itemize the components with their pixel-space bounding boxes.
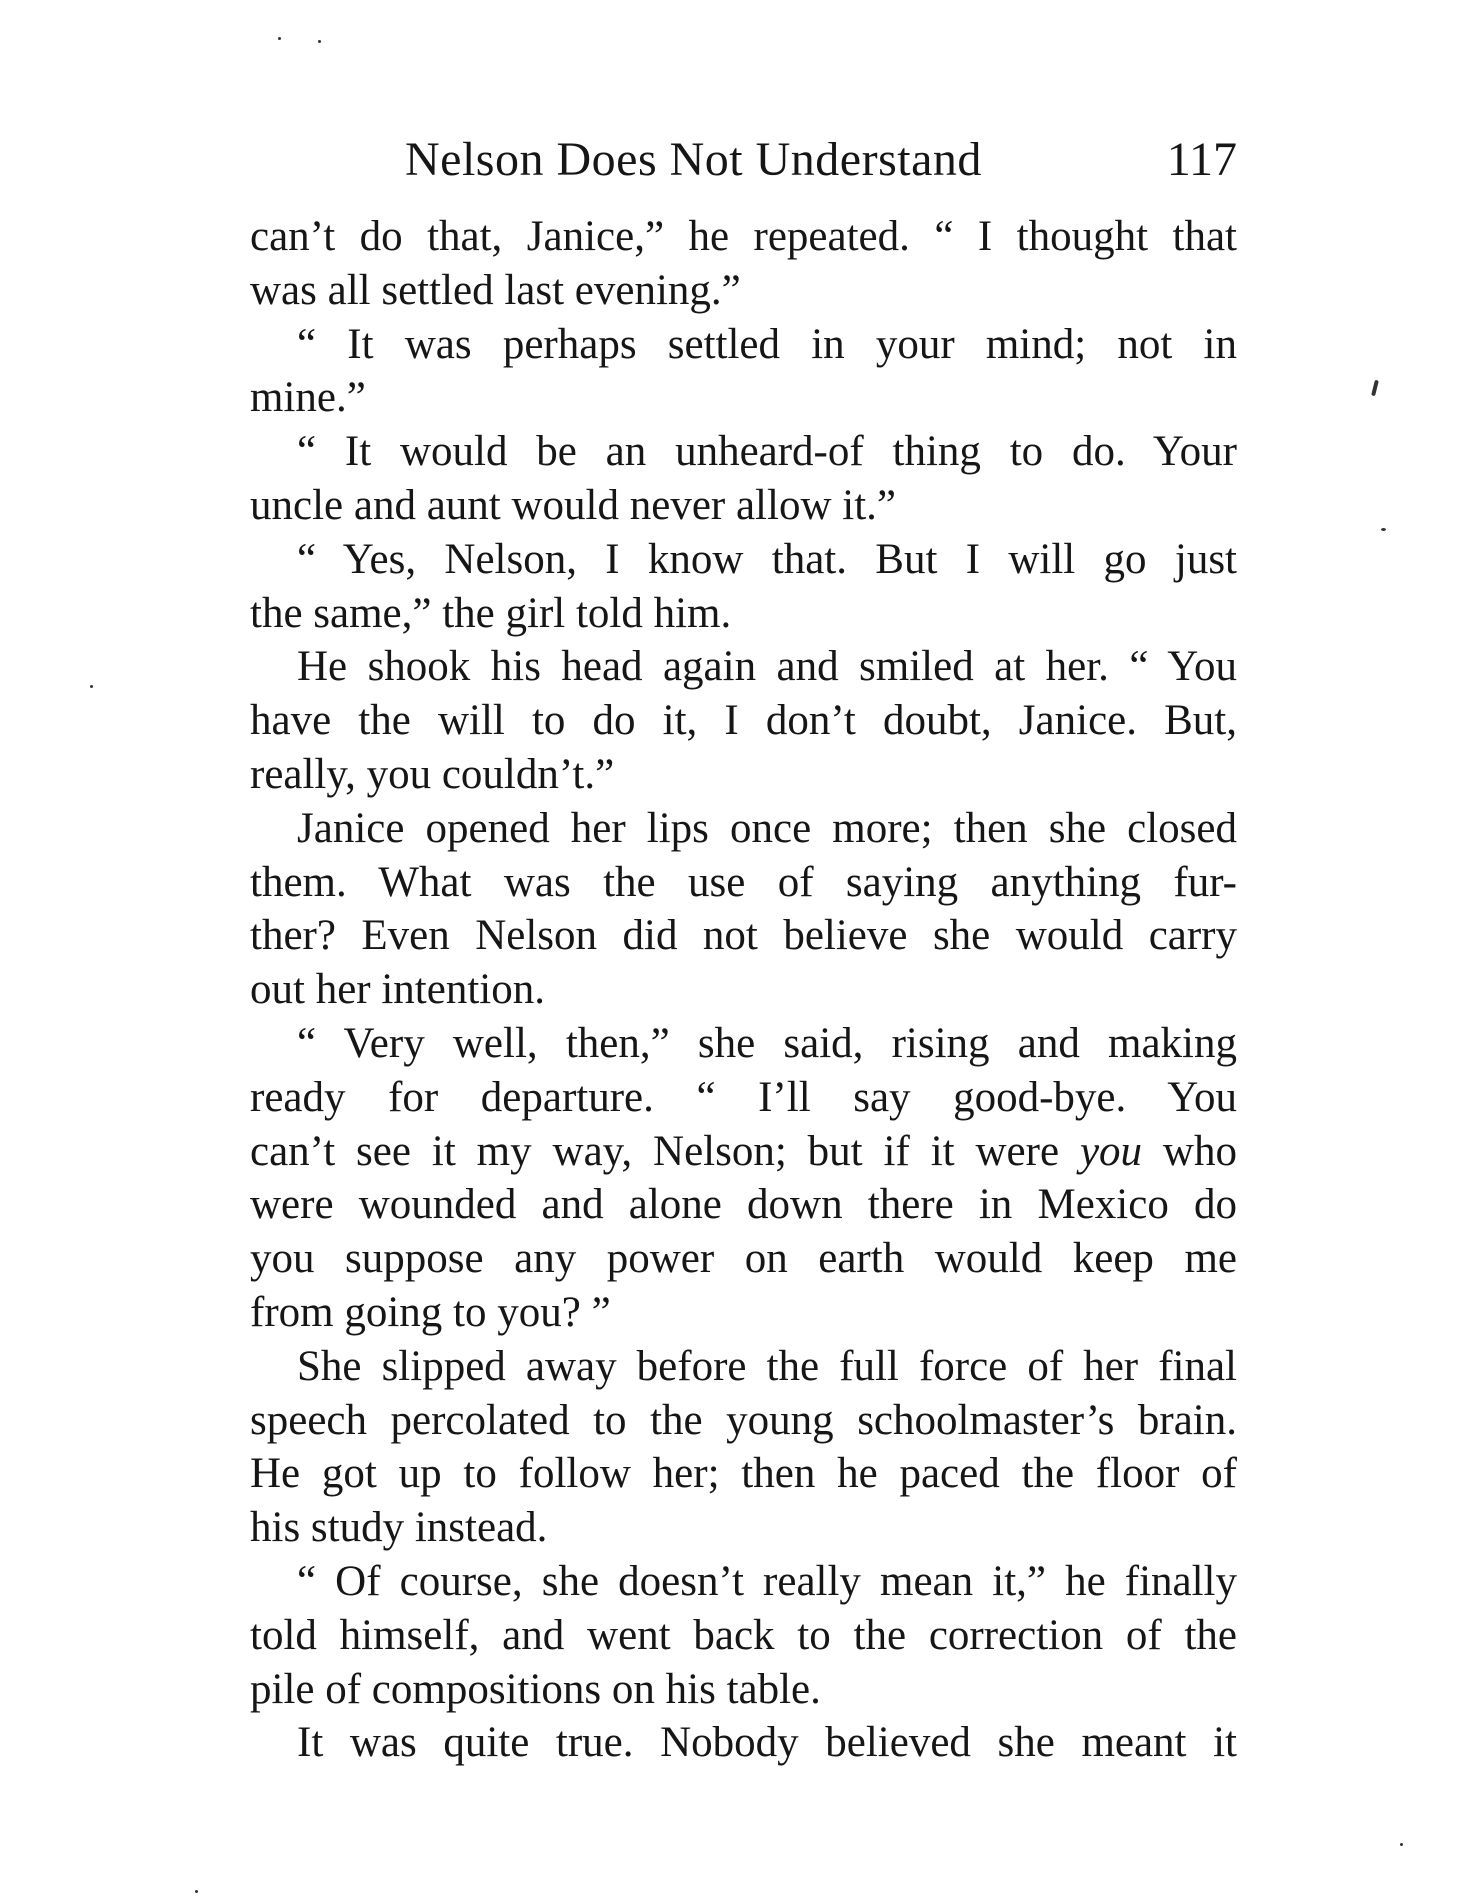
text-line: “ Of course, she doesn’t really mean it,” he finally xyxy=(297,1557,1237,1605)
page-header xyxy=(405,125,1237,195)
text-line: He got up to follow her; then he paced the floor of xyxy=(250,1450,1237,1498)
text-line: them. What was the use of saying anything fur- xyxy=(250,858,1237,906)
text-line: you suppose any power on earth would keep me xyxy=(250,1235,1237,1283)
text-line: “ It would be an unheard-of thing to do. Your xyxy=(297,428,1237,476)
scan-speck xyxy=(1400,1843,1403,1846)
scan-mark xyxy=(1371,380,1379,396)
text-line: the same,” the girl told him. xyxy=(250,589,732,637)
scan-speck xyxy=(195,1890,198,1893)
text-line: really, you couldn’t.” xyxy=(250,750,615,798)
text-line: “ Very well, then,” she said, rising and making xyxy=(297,1019,1237,1067)
page-number: 117 xyxy=(1166,133,1237,186)
text-line: ther? Even Nelson did not believe she would carry xyxy=(250,912,1237,960)
text-line: Janice opened her lips once more; then she closed xyxy=(297,804,1237,852)
scan-speck xyxy=(1381,528,1386,531)
text-line: She slipped away before the full force of her final xyxy=(297,1342,1237,1390)
italic-word: you xyxy=(1079,1127,1143,1175)
line-text: who xyxy=(1142,1127,1237,1175)
text-line: his study instead. xyxy=(250,1504,548,1552)
scan-speck xyxy=(318,40,321,43)
text-line xyxy=(250,1125,1237,1179)
line-text: can’t see it my way, Nelson; but if it were xyxy=(250,1127,1080,1175)
text-line: were wounded and alone down there in Mexico do xyxy=(250,1181,1237,1229)
text-line: have the will to do it, I don’t doubt, Janice. But, xyxy=(250,697,1237,745)
scan-speck xyxy=(90,685,93,688)
text-line: uncle and aunt would never allow it.” xyxy=(250,481,896,529)
text-line: It was quite true. Nobody believed she meant it xyxy=(297,1719,1237,1767)
text-line: speech percolated to the young schoolmaster’s brain. xyxy=(250,1396,1237,1444)
running-title: Nelson Does Not Understand xyxy=(405,133,982,186)
text-line: from going to you? ” xyxy=(250,1288,611,1336)
text-line: out her intention. xyxy=(250,966,545,1014)
text-line: can’t do that, Janice,” he repeated. “ I thought that xyxy=(250,213,1237,260)
text-line: ready for departure. “ I’ll say good-bye. You xyxy=(250,1073,1237,1121)
body-text xyxy=(250,210,1237,1770)
text-line: “ Yes, Nelson, I know that. But I will go just xyxy=(297,535,1237,583)
text-line: mine.” xyxy=(250,374,366,422)
scan-speck xyxy=(278,37,281,40)
text-line: pile of compositions on his table. xyxy=(250,1665,821,1713)
text-line: was all settled last evening.” xyxy=(250,266,741,314)
text-line: He shook his head again and smiled at her. “ You xyxy=(297,643,1237,691)
text-line: told himself, and went back to the correction of the xyxy=(250,1611,1237,1659)
text-line: “ It was perhaps settled in your mind; not in xyxy=(297,320,1237,368)
